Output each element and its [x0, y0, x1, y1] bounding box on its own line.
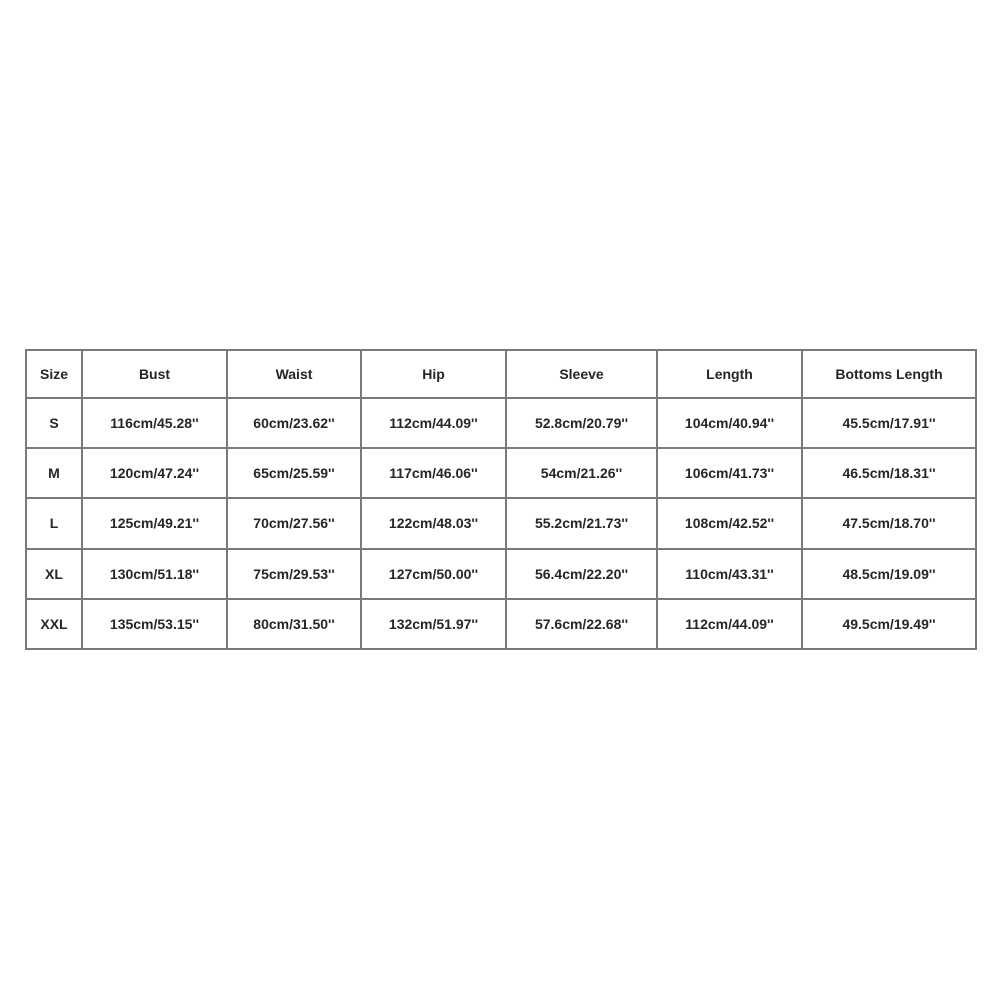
bust-cell: 135cm/53.15'': [82, 599, 227, 649]
hip-cell: 132cm/51.97'': [361, 599, 506, 649]
size-cell: XXL: [26, 599, 82, 649]
header-row: [26, 350, 976, 398]
header-bottoms-length: Bottoms Length: [802, 350, 976, 398]
header-size: Size: [26, 350, 82, 398]
bust-cell: 120cm/47.24'': [82, 448, 227, 498]
length-cell: 104cm/40.94'': [657, 398, 802, 448]
waist-cell: 75cm/29.53'': [227, 549, 361, 599]
header-sleeve: Sleeve: [506, 350, 657, 398]
size-cell: M: [26, 448, 82, 498]
table-row: [26, 549, 976, 599]
sleeve-cell: 55.2cm/21.73'': [506, 498, 657, 548]
length-cell: 110cm/43.31'': [657, 549, 802, 599]
bust-cell: 130cm/51.18'': [82, 549, 227, 599]
size-cell: S: [26, 398, 82, 448]
bottoms-length-cell: 47.5cm/18.70'': [802, 498, 976, 548]
bottoms-length-cell: 46.5cm/18.31'': [802, 448, 976, 498]
bottoms-length-cell: 45.5cm/17.91'': [802, 398, 976, 448]
sleeve-cell: 56.4cm/22.20'': [506, 549, 657, 599]
sleeve-cell: 54cm/21.26'': [506, 448, 657, 498]
size-chart-table: [25, 349, 977, 650]
length-cell: 106cm/41.73'': [657, 448, 802, 498]
header-hip: Hip: [361, 350, 506, 398]
length-cell: 108cm/42.52'': [657, 498, 802, 548]
header-length: Length: [657, 350, 802, 398]
hip-cell: 112cm/44.09'': [361, 398, 506, 448]
waist-cell: 70cm/27.56'': [227, 498, 361, 548]
hip-cell: 122cm/48.03'': [361, 498, 506, 548]
table-row: [26, 599, 976, 649]
size-cell: XL: [26, 549, 82, 599]
header-waist: Waist: [227, 350, 361, 398]
table-row: [26, 448, 976, 498]
bottoms-length-cell: 48.5cm/19.09'': [802, 549, 976, 599]
size-cell: L: [26, 498, 82, 548]
waist-cell: 60cm/23.62'': [227, 398, 361, 448]
bust-cell: 116cm/45.28'': [82, 398, 227, 448]
table-row: [26, 498, 976, 548]
bust-cell: 125cm/49.21'': [82, 498, 227, 548]
header-bust: Bust: [82, 350, 227, 398]
sleeve-cell: 57.6cm/22.68'': [506, 599, 657, 649]
length-cell: 112cm/44.09'': [657, 599, 802, 649]
hip-cell: 127cm/50.00'': [361, 549, 506, 599]
bottoms-length-cell: 49.5cm/19.49'': [802, 599, 976, 649]
waist-cell: 80cm/31.50'': [227, 599, 361, 649]
table-row: [26, 398, 976, 448]
waist-cell: 65cm/25.59'': [227, 448, 361, 498]
hip-cell: 117cm/46.06'': [361, 448, 506, 498]
sleeve-cell: 52.8cm/20.79'': [506, 398, 657, 448]
